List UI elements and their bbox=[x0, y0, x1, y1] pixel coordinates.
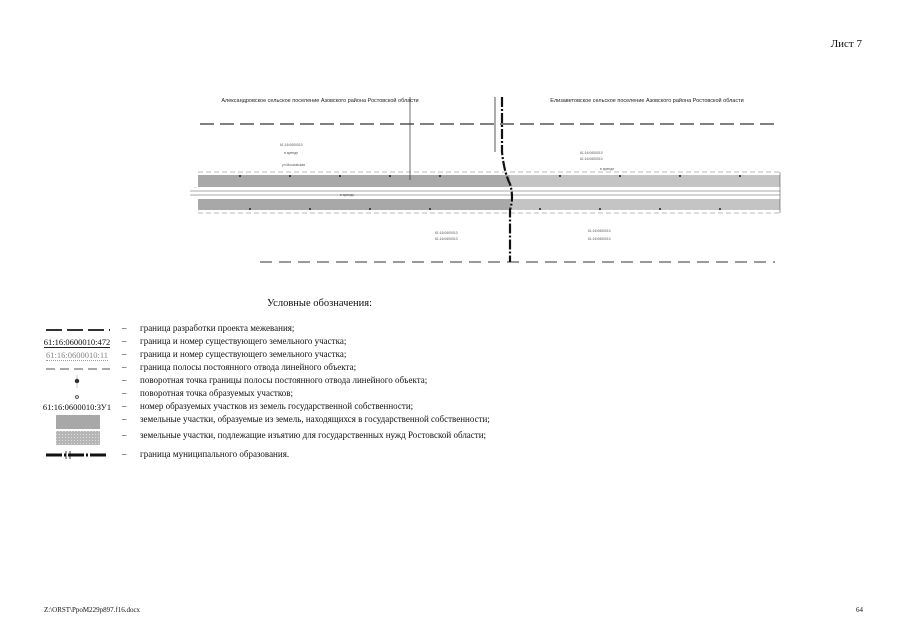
svg-text:в аренде: в аренде bbox=[284, 151, 299, 155]
survey-map bbox=[180, 92, 790, 270]
svg-text:61:16:0600010: 61:16:0600010 bbox=[588, 237, 611, 241]
svg-text:61:16:0600010: 61:16:0600010 bbox=[580, 151, 603, 155]
legend-item-existing-parcel: 61:16:0600010:472 – граница и номер существующего земельного участка; bbox=[40, 336, 600, 349]
left-settlement-label: Александровское сельское поселение Азовского района Ростовской области bbox=[221, 98, 419, 104]
svg-text:←: ← bbox=[194, 185, 198, 189]
legend-symbol-turning-point-parcel bbox=[40, 388, 114, 401]
legend-symbol-dotted-gray-fill bbox=[40, 430, 114, 443]
legend-item-project-boundary: – граница разработки проекта межевания; bbox=[40, 323, 600, 336]
legend-item-strip-turning-point: – поворотная точка границы полосы постоянного отвода линейного объекта; bbox=[40, 375, 600, 388]
legend-item-existing-parcel-faded: 61:16:0600010:11 – граница и номер существующего земельного участка; bbox=[40, 349, 600, 362]
legend-item-state-parcels: – земельные участки, образуемые из земель, находящихся в государственной собственности; bbox=[40, 414, 600, 430]
legend-item-seized-parcels: – земельные участки, подлежащие изъятию для государственных нужд Ростовской области; bbox=[40, 430, 600, 446]
legend-symbol-gray-fill bbox=[40, 414, 114, 427]
svg-text:в аренде: в аренде bbox=[340, 193, 355, 197]
legend-item-formed-parcel-number: 61:16:0600010:ЗУ1 – номер образуемых участков из земель государственной собственности; bbox=[40, 401, 600, 414]
legend-title: Условные обозначения: bbox=[267, 298, 373, 309]
footer-file-path: Z:\ORST\PpoM229p897.f16.docx bbox=[44, 606, 141, 614]
legend-symbol-parcel-number: 61:16:0600010:472 bbox=[43, 337, 111, 347]
svg-text:61:16:0600010: 61:16:0600010 bbox=[435, 231, 458, 235]
page-number: 64 bbox=[856, 606, 863, 614]
legend-symbol-turning-point-strip bbox=[40, 375, 114, 388]
legend-symbol-formed-parcel-number: 61:16:0600010:ЗУ1 bbox=[42, 402, 112, 412]
svg-text:в аренде: в аренде bbox=[600, 167, 615, 171]
svg-text:61:16:0600010: 61:16:0600010 bbox=[435, 237, 458, 241]
legend-symbol-thin-dashed bbox=[40, 362, 114, 375]
svg-text:61:16:0600010: 61:16:0600010 bbox=[280, 143, 303, 147]
legend-item-strip-boundary: – граница полосы постоянного отвода линейного объекта; bbox=[40, 362, 600, 375]
svg-text:61:16:0600010: 61:16:0600010 bbox=[588, 229, 611, 233]
legend-item-municipal-boundary: – граница муниципального образования. bbox=[40, 449, 600, 462]
legend-symbol-municipal-boundary bbox=[40, 449, 114, 462]
legend-symbol-thick-dashed bbox=[40, 323, 114, 336]
svg-text:61:16:0600010: 61:16:0600010 bbox=[580, 157, 603, 161]
legend-symbol-parcel-number-faded: 61:16:0600010:11 bbox=[45, 350, 109, 360]
road-strip-lower-right bbox=[510, 199, 780, 210]
legend-item-parcel-turning-point: – поворотная точка образуемых участков; bbox=[40, 388, 600, 401]
right-settlement-label: Елизаветовское сельское поселение Азовского района Ростовской области bbox=[550, 98, 744, 104]
svg-text:ул.Московская: ул.Московская bbox=[282, 163, 306, 167]
sheet-label: Лист 7 bbox=[830, 38, 862, 50]
